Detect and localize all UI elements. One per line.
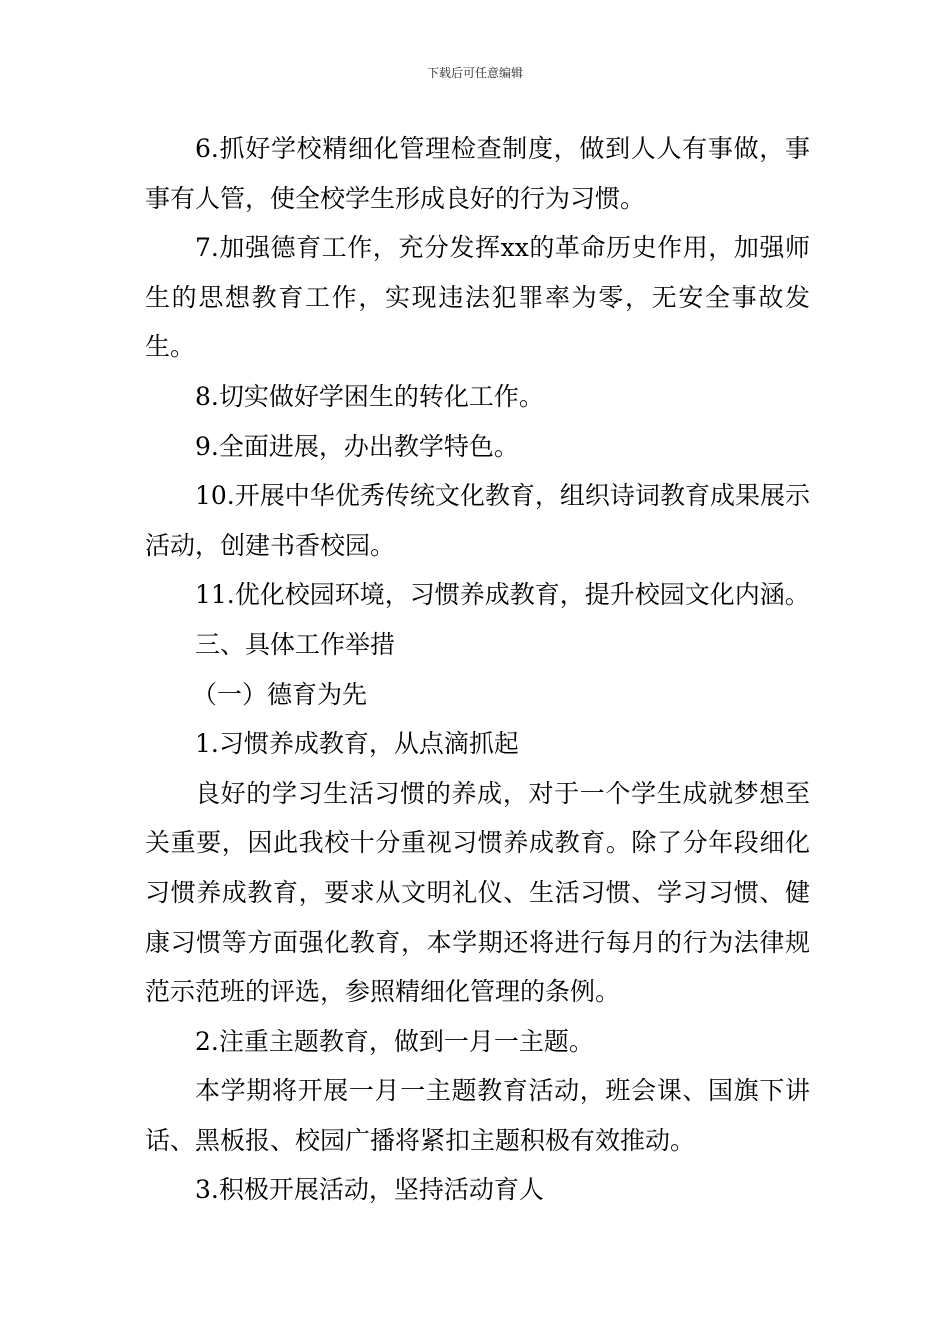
paragraph-item-9: 9.全面进展，办出教学特色。 — [195, 431, 519, 461]
paragraph-item-10: 10.开展中华优秀传统文化教育，组织诗词教育成果展示活动，创建书香校园。 — [145, 481, 810, 560]
point-heading-1: 1.习惯养成教育，从点滴抓起 — [195, 729, 519, 759]
paragraph-item-8: 8.切实做好学困生的转化工作。 — [195, 381, 544, 411]
subsection-heading: （一）德育为先 — [192, 679, 368, 709]
section-heading: 三、具体工作举措 — [195, 629, 396, 659]
paragraph-theme-education: 本学期将开展一月一主题教育活动，班会课、国旗下讲话、黑板报、校园广播将紧扣主题积极有效推动。 — [145, 1076, 810, 1155]
point-heading-2: 2.注重主题教育，做到一月一主题。 — [195, 1026, 594, 1056]
page-header: 下载后可任意编辑 — [426, 66, 523, 80]
paragraph-item-7: 7.加强德育工作，充分发挥xx的革命历史作用，加强师生的思想教育工作，实现违法犯罪率为零，无安全事故发生。 — [145, 233, 810, 362]
paragraph-item-6: 6.抓好学校精细化管理检查制度，做到人人有事做，事事有人管，使全校学生形成良好的行为习惯。 — [145, 134, 810, 213]
point-heading-3: 3.积极开展活动，坚持活动育人 — [195, 1175, 544, 1205]
paragraph-habit-education: 良好的学习生活习惯的养成，对于一个学生成就梦想至关重要，因此我校十分重视习惯养成教育。除了分年段细化习惯养成教育，要求从文明礼仪、生活习惯、学习习惯、健康习惯等方面强化教育，本学期还将进行每月的行为法律规范示范班的评选，参照精细化管理的条例。 — [145, 778, 810, 1007]
paragraph-item-11: 11.优化校园环境，习惯养成教育，提升校园文化内涵。 — [195, 580, 810, 610]
document-body — [145, 124, 810, 1215]
